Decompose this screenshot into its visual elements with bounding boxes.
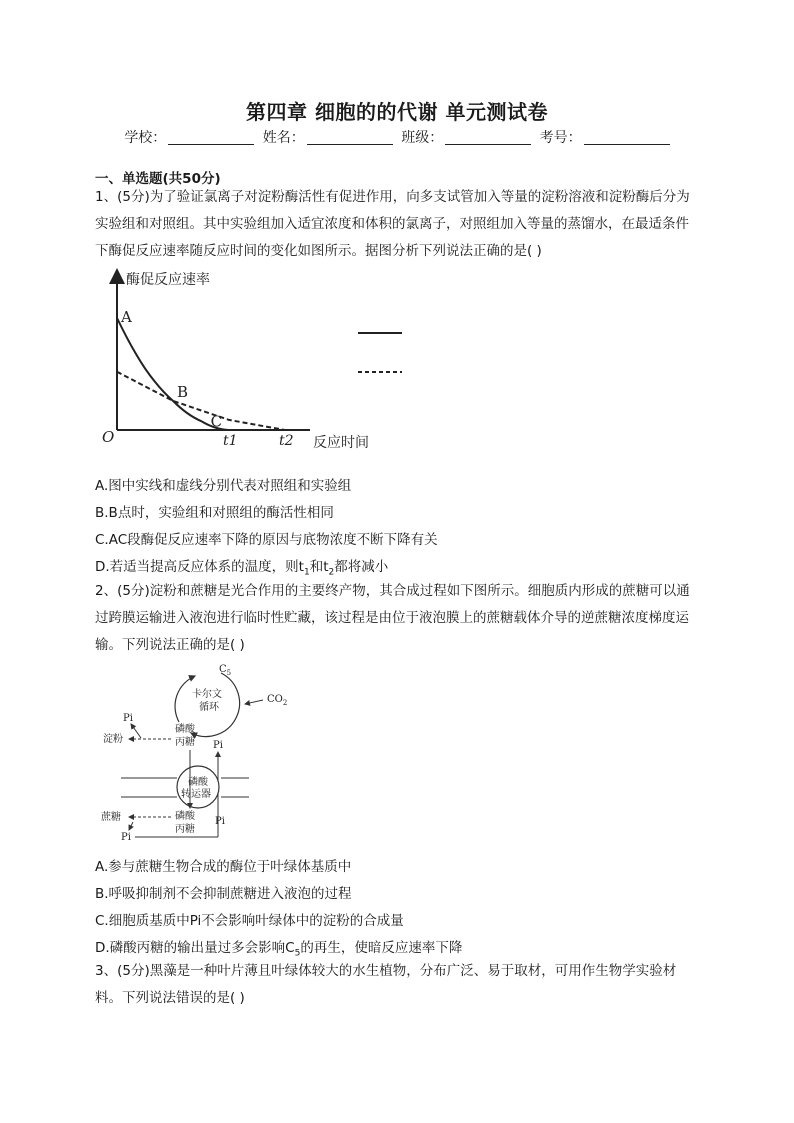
co2-label: $CO_2$ [267,694,288,707]
q2-option-d-text-1: D.磷酸丙糖的输出量过多会影响C [95,940,295,956]
student-info-line [0,127,794,147]
q1-option-d-text-3: 都将减小 [334,559,389,575]
triose-upper-1: 磷酸 [175,724,195,735]
c5-label: $C_5$ [219,664,232,677]
exam-no-blank[interactable] [584,144,670,145]
page-title: 第四章 细胞的的代谢 单元测试卷 [246,100,548,124]
pi-lower-arrow [129,822,133,830]
exam-no-label: 考号： [539,130,582,146]
name-label: 姓名： [262,130,305,146]
q2-option-c[interactable]: C.细胞质基质中Pi不会影响叶绿体中的淀粉的合成量 [95,913,404,929]
calvin-label-1: 卡尔文 [192,689,222,700]
transporter-label-1: 磷酸 [188,777,208,788]
class-label: 班级： [401,130,444,146]
q2-diagram [95,658,305,848]
x-axis-label: 反应时间 [313,435,369,451]
x-tick-t2: t2 [279,433,294,449]
q2-option-b[interactable]: B.呼吸抑制剂不会抑制蔗糖进入液泡的过程 [95,886,352,902]
point-label-b: B [177,382,189,401]
origin-label: O [102,428,115,446]
q2-option-d[interactable] [95,936,462,959]
q1-option-d-sub-1: 1 [303,567,310,578]
class-blank[interactable] [445,144,531,145]
school-label: 学校： [124,130,167,146]
q3-stem: 3、(5分)黑藻是一种叶片薄且叶绿体较大的水生植物，分布广泛、易于取材，可用作生物学实验材料。下列说法错误的是( ) [95,963,677,1006]
name-blank[interactable] [307,144,393,145]
q1-option-d-sub-2: 2 [328,567,335,578]
starch-label: 淀粉 [103,734,123,745]
pi-upper-right: Pi [213,740,223,751]
q2-option-d-text-2: 的再生，使暗反应速率下降 [300,940,463,956]
pi-upper-left: Pi [123,713,133,724]
q2-option-d-sub: 5 [294,948,301,959]
q1-option-b[interactable]: B.B点时，实验组和对照组的酶活性相同 [95,505,334,521]
q1-chart [100,266,420,458]
triose-lower-1: 磷酸 [175,811,195,822]
q1-option-a[interactable]: A.图中实线和虚线分别代表对照组和实验组 [95,478,352,494]
y-axis-label: 酶促反应速率 [126,272,210,288]
q2-stem: 2、(5分)淀粉和蔗糖是光合作用的主要终产物，其合成过程如下图所示。细胞质内形成的蔗糖可以通过跨膜运输进入液泡进行临时性贮藏，该过程是由位于液泡膜上的蔗糖载体介导的逆蔗糖浓度梯度运输。下列说法正确的是( ) [95,583,690,653]
point-label-a: A [121,308,132,326]
sucrose-label: 蔗糖 [101,812,121,823]
chart-series-group [117,318,285,430]
co2-arrow [245,700,263,704]
q2-option-a[interactable]: A.参与蔗糖生物合成的酶位于叶绿体基质中 [95,859,352,875]
q1-option-c[interactable]: C.AC段酶促反应速率下降的原因与底物浓度不断下降有关 [95,532,438,548]
calvin-label-2: 循环 [199,702,219,713]
q1-option-d-text-1: D.若适当提高反应体系的温度，则t [95,559,304,575]
triose-upper-2: 丙糖 [175,737,195,748]
pi-lower-left: Pi [121,832,131,843]
pi-lower-right: Pi [215,816,225,827]
q1-option-d[interactable] [95,555,388,578]
q1-stem: 1、(5分)为了验证氯离子对淀粉酶活性有促进作用，向多支试管加入等量的淀粉溶液和淀粉酶后分为实验组和对照组。其中实验组加入适宜浓度和体积的氯离子，对照组加入等量的蒸馏水，在最适条件下酶促反应速率随反应时间的变化如图所示。据图分析下列说法正确的是( ) [95,189,690,259]
section-title: 一、单选题(共50分) [95,171,221,187]
q1-option-d-text-2: 和t [309,559,329,575]
x-tick-t1: t1 [223,433,238,449]
triose-lower-2: 丙糖 [175,824,195,835]
transporter-label-2: 转运器 [181,789,211,800]
point-label-c: C [210,412,223,431]
pi-upper-arrow [131,724,141,738]
school-blank[interactable] [168,144,254,145]
